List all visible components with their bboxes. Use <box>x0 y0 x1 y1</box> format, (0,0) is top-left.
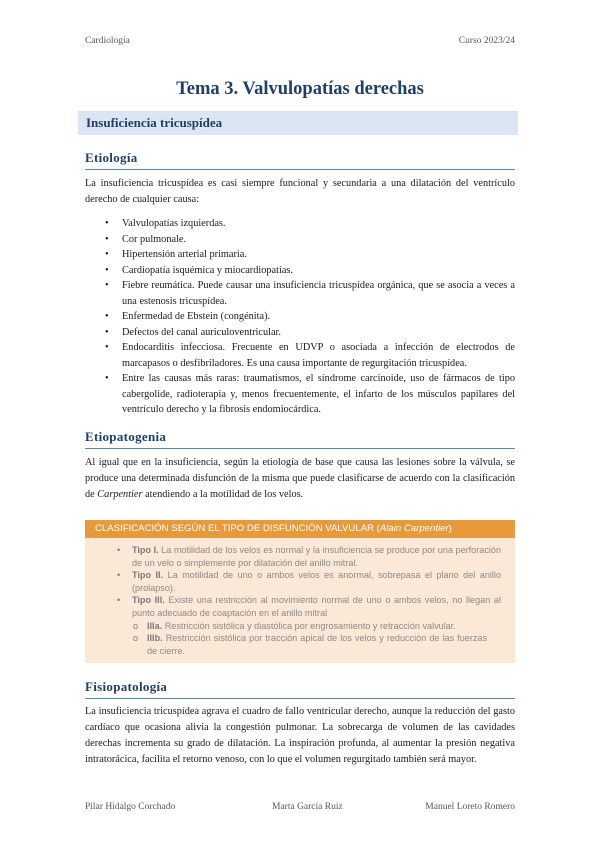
list-item: • Endocarditis infecciosa. Frecuente en UDVP o asociada a infección de electrodos de marcapasos o desfibriladores. Es una causa importante de regurgitación tricuspídea. <box>105 342 515 369</box>
list-item: • Tipo I. La motilidad de los velos es normal y la insuficiencia se produce por una perforación de un velo o simplemente por dilatación del anillo mitral. <box>117 545 502 568</box>
heading-etiologia: Etiología <box>85 150 515 170</box>
list-item: • Tipo II. La motilidad de uno o ambos velos es anormal, sobrepasa el plano del anillo (prolapso). <box>117 570 501 593</box>
list-item: • Cardiopatía isquémica y miocardiopatías. <box>105 264 293 276</box>
etiopatogenia-text: Al igual que en la insuficiencia, según la etiología de base que causa las lesiones sobre la válvula, se produce una determinada disfunción de la misma que puede clasificarse de acuerdo con la clasificación de Carpentier atendiendo a la motilidad de los velos. <box>85 457 515 500</box>
section-banner: Insuficiencia tricuspídea <box>78 111 518 135</box>
heading-fisiopatologia: Fisiopatología <box>85 679 515 699</box>
header-course-year: Curso 2023/24 <box>458 36 515 46</box>
list-item: • Entre las causas más raras: traumatismos, el síndrome carcinoide, uso de fármacos de tipo cabergolide, radioterapia y, menos frecuentemente, el infarto de los músculos papilares del ventrículo derecho y la fibrosis endomiocárdica. <box>105 373 515 415</box>
page-header <box>85 36 515 50</box>
list-item: • Enfermedad de Ebstein (congénita). <box>105 311 271 322</box>
list-item: o IIIa. Restricción sistólica y diastólica por engrosamiento y retracción valvular. <box>133 620 456 631</box>
list-item: • Tipo III. Existe una restricción al movimiento normal de uno o ambos velos, no llegan al punto adecuado de coaptación en el anillo mitral o IIIa. Restricción sistólica y diastólica por engrosamiento y retracción valvular. o IIIb. Restricción sistólica por tracción apical de los velos y reducción de las fuerzas de cierre. <box>85 594 515 657</box>
fisiopatologia-text: La insuficiencia tricuspídea agrava el cuadro de fallo ventricular derecho, aunque la reducción del gasto cardíaco que ocasiona alivia la congestión pulmonar. La sobrecarga de volumen de las cavidades derechas incrementa su grado de dilatación. La inspiración profunda, al aumentar la presión negativa intratorácica, facilita el retorno venoso, con lo que el volumen regurgitado también será mayor. <box>85 706 515 765</box>
list-item: o IIIb. Restricción sistólica por tracción apical de los velos y reducción de las fuerzas de cierre. <box>133 633 487 656</box>
page-footer <box>85 802 515 816</box>
footer-author-3: Manuel Loreto Romero <box>425 802 515 812</box>
carpentier-term: Carpentier <box>97 489 143 500</box>
etiologia-list <box>85 216 515 418</box>
etiologia-intro: La insuficiencia tricuspídea es casi siempre funcional y secundaria a una dilatación del ventrículo derecho de cualquier causa: <box>85 178 515 205</box>
list-item: • Hipertensión arterial primaria. <box>105 249 247 260</box>
footer-author-2: Marta García Ruiz <box>272 802 343 812</box>
list-item: • Defectos del canal auriculoventricular. <box>105 326 281 338</box>
classification-sublist <box>85 620 501 658</box>
footer-author-1: Pilar Hidalgo Corchado <box>85 802 176 812</box>
classification-list <box>85 544 515 657</box>
list-item: • Fiebre reumática. Puede causar una insuficiencia tricuspídea orgánica, que se asocia a veces a una estenosis tricuspídea. <box>105 280 515 307</box>
heading-etiopatogenia: Etiopatogenia <box>85 429 515 449</box>
classification-box-header: CLASIFICACIÓN SEGÚN EL TIPO DE DISFUNCIÓN VALVULAR (Alain Carpentier) <box>85 520 515 538</box>
page-title: Tema 3. Valvulopatías derechas <box>176 79 424 99</box>
header-course-name: Cardiología <box>85 36 130 46</box>
list-item: • Valvulopatías izquierdas. <box>105 218 226 229</box>
classification-box <box>85 520 515 663</box>
list-item: • Cor pulmonale. <box>105 233 187 245</box>
